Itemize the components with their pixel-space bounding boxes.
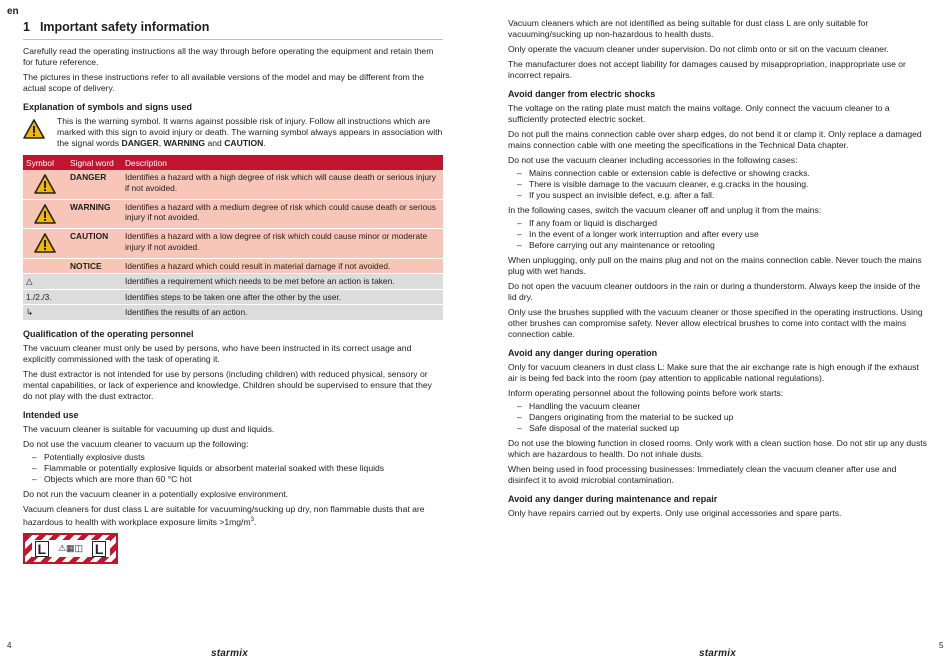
steps-symbol: 1./2./3. [23, 289, 67, 305]
paragraph: Only use the brushes supplied with the vacuum cleaner or those specified in the operating instructions. Using other brushes can compromise safety. Never allow electrical brushes to come into contact with the mains connection cable. [508, 307, 923, 339]
paragraph: In the following cases, switch the vacuum cleaner off and unplug it from the mains: [508, 205, 822, 215]
signal-description: Identifies the results of an action. [122, 305, 443, 321]
intended-use-paragraph-3: Do not run the vacuum cleaner in a potentially explosive environment. [23, 488, 289, 499]
language-label: en [7, 6, 19, 17]
list-item: – If any foam or liquid is discharged [508, 218, 928, 229]
requirement-symbol: △ [23, 274, 67, 290]
section-title: Important safety information [39, 20, 210, 34]
paragraph: Only operate the vacuum cleaner under supervision. Do not climb onto or sit on the vacuum cleaner. [508, 44, 889, 54]
intended-use-paragraph-1: The vacuum cleaner is suitable for vacuuming up dust and liquids. [23, 423, 275, 434]
warning-explanation [23, 116, 443, 149]
table-row [23, 289, 443, 305]
signal-description: Identifies steps to be taken one after the other by the user. [122, 289, 443, 305]
list-item: – Flammable or potentially explosive liquids or absorbent material soaked with these liquids [23, 463, 443, 474]
list-item: – In the event of a longer work interruption and after every use [508, 229, 928, 240]
paragraph: Do not open the vacuum cleaner outdoors in the rain or during a thunderstorm. Always keep the inside of the lid dry. [508, 281, 921, 302]
signal-description: Identifies a requirement which needs to be met before an action is taken. [122, 274, 443, 290]
list-item: – Before carrying out any maintenance or retooling [508, 240, 928, 251]
dust-class-letter: L [92, 541, 107, 557]
unplug-cases-list [508, 218, 928, 251]
qualification-paragraph-2: The dust extractor is not intended for use by persons (including children) with reduced physical, sensory or mental capabilities, or lack of experience and knowledge. Children should be supervised to ensure that they do not play with the dust extractor. [23, 368, 432, 401]
paragraph: Do not pull the mains connection cable over sharp edges, do not bend it or clamp it. Only replace a damaged mains connection cable with one meeting the specifications in the Technical Data chapter. [508, 129, 922, 150]
table-row [23, 305, 443, 321]
page-number: 5 [939, 641, 944, 650]
header-description: Description [122, 155, 443, 170]
paragraph: When being used in food processing businesses: Immediately clean the vacuum cleaner after use and disinfect it to avoid microbial contamination. [508, 464, 897, 485]
paragraph: Do not use the blowing function in closed rooms. Only work with a clean suction hose. Do not stir up any dusts which are hazardous to health. Do not inhale dusts. [508, 438, 927, 459]
signal-word [67, 274, 122, 290]
header-signal-word: Signal word [67, 155, 122, 170]
page-number: 4 [7, 641, 12, 650]
left-column [23, 20, 443, 564]
dust-class-letter: L [35, 541, 50, 557]
header-symbol: Symbol [23, 155, 67, 170]
signal-word: WARNING [67, 199, 122, 229]
defect-cases-list [508, 168, 928, 201]
paragraph: When unplugging, only pull on the mains plug and not on the mains connection cable. Never touch the mains plug with wet hands. [508, 255, 922, 276]
warning-triangle-icon [23, 199, 67, 229]
signal-word [67, 305, 122, 321]
intended-use-paragraph-2: Do not use the vacuum cleaner to vacuum up the following: [23, 438, 249, 449]
symbol-cell [23, 258, 67, 274]
list-item: – Objects which are more than 60 °C hot [23, 474, 443, 485]
right-page [475, 0, 950, 670]
warning-triangle-icon [23, 116, 57, 149]
table-row [23, 229, 443, 259]
list-item: – There is visible damage to the vacuum cleaner, e.g.cracks in the housing. [508, 179, 928, 190]
list-item: – Handling the vacuum cleaner [508, 401, 928, 412]
qualification-paragraph-1: The vacuum cleaner must only be used by persons, who have been instructed in its correct usage and explicitly commissioned with the task of operating it. [23, 342, 412, 364]
personnel-points-list [508, 401, 928, 434]
brand-logo: starmix [211, 648, 248, 659]
paragraph: Inform operating personnel about the following points before work starts: [508, 388, 784, 398]
signal-word [67, 289, 122, 305]
dust-class-l-badge [23, 533, 118, 564]
section-number: 1 [23, 20, 30, 34]
dust-class-symbols-icon: ⚠▦◫ [57, 543, 84, 554]
signal-description: Identifies a hazard with a medium degree of risk which could cause death or serious injury if not avoided. [122, 199, 443, 229]
paragraph: Only have repairs carried out by experts. Only use original accessories and spare parts. [508, 508, 842, 518]
intended-use-paragraph-4: Vacuum cleaners for dust class L are suitable for vacuuming/sucking up dry, non flammable dusts that are hazardous to health with workplace exposure limits $>1mg/m^3$. [23, 503, 425, 527]
right-column [508, 18, 928, 523]
table-header-row [23, 155, 443, 170]
list-item: – Potentially explosive dusts [23, 452, 443, 463]
signal-description: Identifies a hazard which could result in material damage if not avoided. [122, 258, 443, 274]
table-row [23, 258, 443, 274]
paragraph: Only for vacuum cleaners in dust class L: Make sure that the air exchange rate is high enough if the exhaust air is being fed back into the room (pay attention to applicable national regulations). [508, 362, 919, 383]
intended-use-list [23, 452, 443, 485]
list-item: – If you suspect an invisible defect, e.g. after a fall. [508, 190, 928, 201]
operation-heading: Avoid any danger during operation [508, 348, 658, 358]
danger-triangle-icon [23, 170, 67, 199]
paragraph: The voltage on the rating plate must match the mains voltage. Only connect the vacuum cleaner to a sufficiently protected electric socket. [508, 103, 890, 124]
section-heading [23, 20, 443, 40]
paragraph: The manufacturer does not accept liability for damages caused by misappropriation, inappropriate use or incorrect repairs. [508, 59, 906, 80]
qualification-heading: Qualification of the operating personnel [23, 328, 194, 339]
signal-description: Identifies a hazard with a high degree of risk which will cause death or serious injury if not avoided. [122, 170, 443, 199]
caution-triangle-icon [23, 229, 67, 259]
table-row [23, 170, 443, 199]
signal-description: Identifies a hazard with a low degree of risk which could cause minor or moderate injury if not avoided. [122, 229, 443, 259]
paragraph: Do not use the vacuum cleaner including accessories in the following cases: [508, 155, 798, 165]
electric-shock-heading: Avoid danger from electric shocks [508, 89, 656, 99]
list-item: – Dangers originating from the material to be sucked up [508, 412, 928, 423]
signal-word: CAUTION [67, 229, 122, 259]
table-row [23, 274, 443, 290]
list-item: – Safe disposal of the material sucked up [508, 423, 928, 434]
maintenance-heading: Avoid any danger during maintenance and repair [508, 494, 718, 504]
intro-paragraph-2: The pictures in these instructions refer to all available versions of the model and may be different from the actual scope of delivery. [23, 72, 425, 93]
result-arrow-icon: ↳ [23, 305, 67, 321]
signal-word: DANGER [67, 170, 122, 199]
intro-paragraph-1: Carefully read the operating instructions all the way through before operating the equipment and retain them for future reference. [23, 46, 434, 67]
symbols-heading: Explanation of symbols and signs used [23, 102, 193, 112]
table-row [23, 199, 443, 229]
list-item: – Mains connection cable or extension cable is defective or showing cracks. [508, 168, 928, 179]
signal-word-table [23, 155, 443, 321]
warning-explanation-text: This is the warning symbol. It warns against possible risk of injury. Follow all instructions which are marked with this sign to avoid injury or death. The warning symbol always appears in association with the signal words DANGER, WARNING and CAUTION. [57, 116, 443, 148]
signal-word: NOTICE [67, 258, 122, 274]
paragraph: Vacuum cleaners which are not identified as being suitable for dust class L are only suitable for vacuuming/sucking up non-hazardous to health dusts. [508, 18, 869, 39]
intended-use-heading: Intended use [23, 409, 79, 420]
brand-logo: starmix [699, 648, 736, 659]
